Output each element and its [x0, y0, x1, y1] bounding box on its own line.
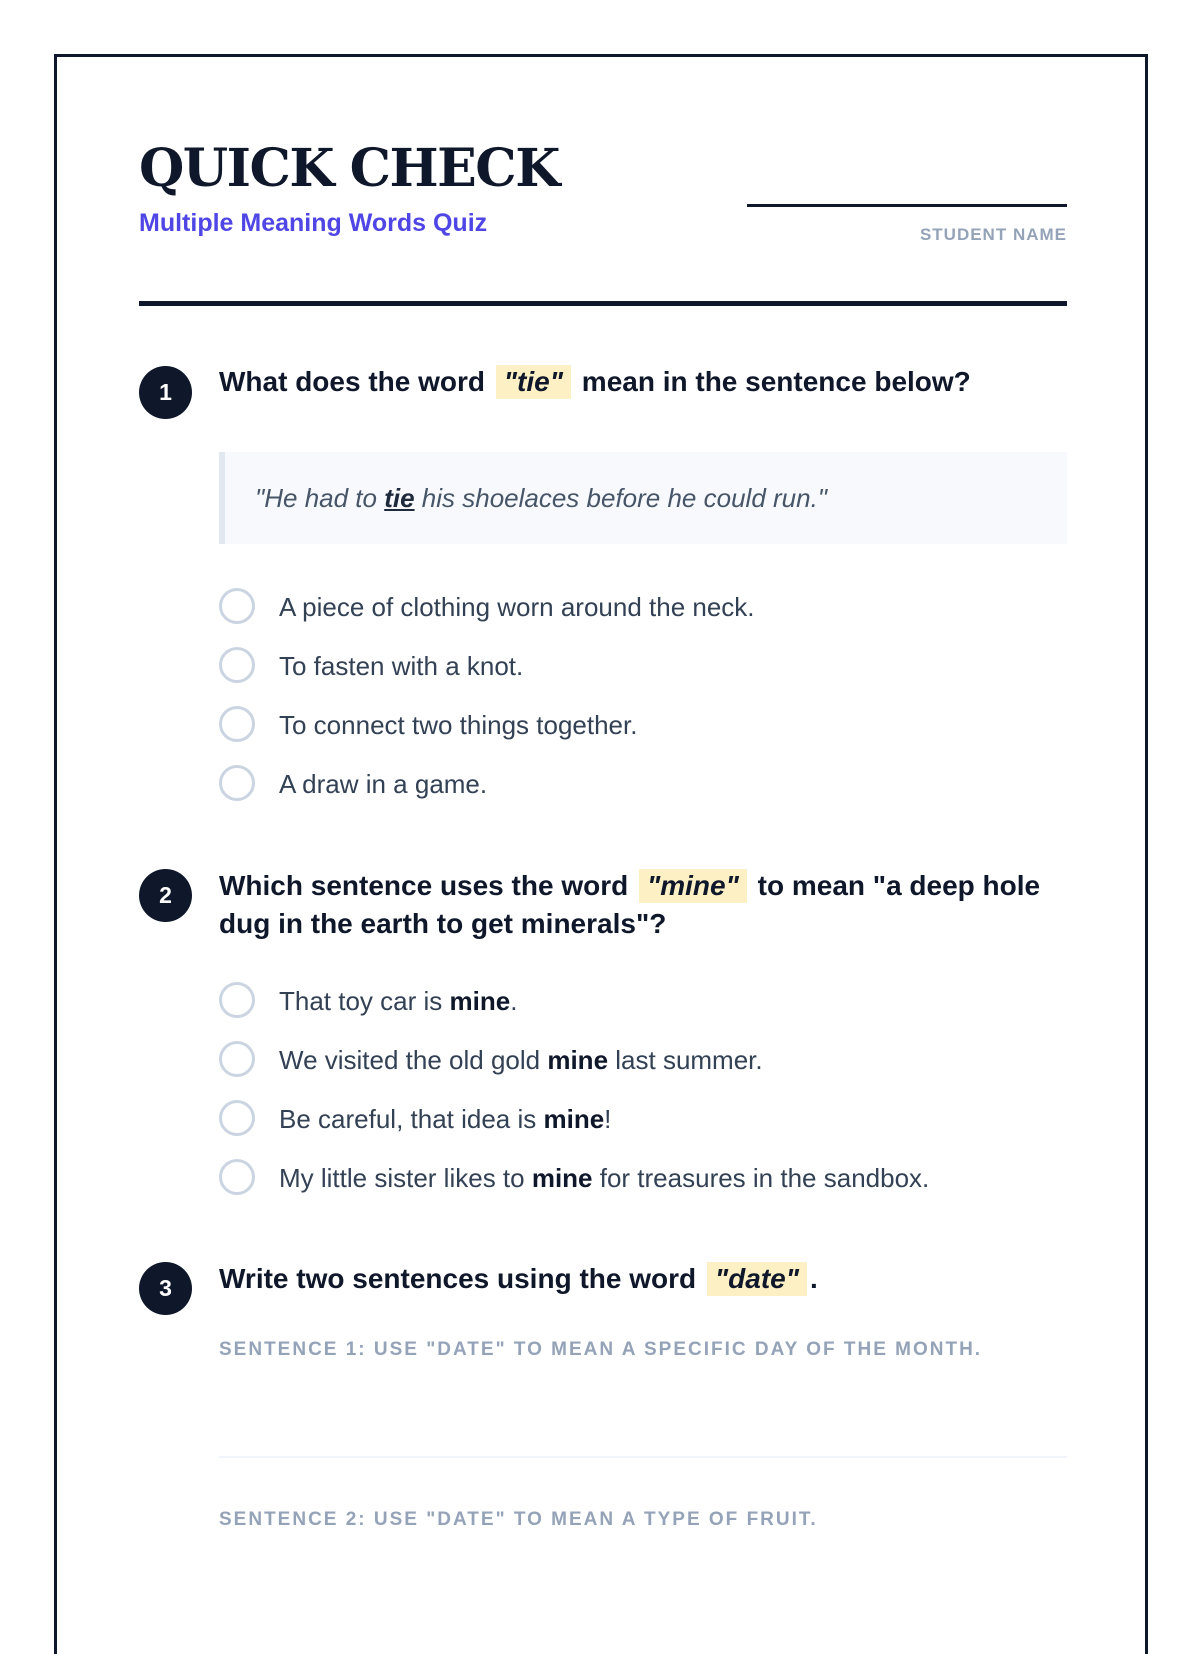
example-sentence-quote: [219, 452, 1067, 544]
question-1-text: [219, 363, 1067, 401]
sentence-2-prompt: SENTENCE 2: USE "DATE" TO MEAN A TYPE OF FRUIT.: [219, 1509, 818, 1530]
radio-button[interactable]: [219, 706, 255, 742]
quote-text-before: "He had to: [255, 483, 385, 513]
question-text-prefix: Write two sentences using the word: [219, 1263, 697, 1294]
answer-option-label: To fasten with a knot.: [279, 651, 524, 681]
radio-button[interactable]: [219, 765, 255, 801]
answer-option[interactable]: [219, 1100, 1067, 1140]
answer-option-label: That toy car is mine.: [279, 986, 518, 1016]
student-name-field[interactable]: [747, 204, 1067, 207]
question-number-badge: 1: [139, 366, 192, 419]
sentence-1-answer-line[interactable]: [219, 1456, 1067, 1458]
answer-option[interactable]: [219, 982, 1067, 1022]
quiz-sheet: [54, 54, 1148, 1654]
highlighted-word: "mine": [639, 869, 747, 903]
quote-target-word: tie: [384, 483, 415, 513]
answer-option-label: We visited the old gold mine last summer.: [279, 1045, 763, 1075]
page-subtitle: Multiple Meaning Words Quiz: [139, 209, 488, 237]
student-name-label: STUDENT NAME: [919, 225, 1067, 244]
question-text-suffix: .: [810, 1263, 818, 1294]
highlighted-word: "tie": [496, 365, 571, 399]
question-number-badge: 2: [139, 869, 192, 922]
radio-button[interactable]: [219, 1159, 255, 1195]
radio-button[interactable]: [219, 1041, 255, 1077]
page-title: QUICK CHECK: [139, 138, 559, 199]
radio-button[interactable]: [219, 588, 255, 624]
highlighted-word: "date": [707, 1262, 807, 1296]
radio-button[interactable]: [219, 647, 255, 683]
question-2-text: [219, 867, 1067, 943]
answer-option-label: Be careful, that idea is mine!: [279, 1104, 612, 1134]
radio-button[interactable]: [219, 1100, 255, 1136]
header-divider: [139, 301, 1067, 306]
answer-option[interactable]: [219, 765, 1067, 805]
answer-option-label: My little sister likes to mine for treasures in the sandbox.: [279, 1163, 930, 1193]
question-text-prefix: What does the word: [219, 366, 485, 397]
question-3-text: [219, 1260, 1067, 1298]
answer-option[interactable]: [219, 588, 1067, 628]
answer-option-label: A piece of clothing worn around the neck.: [279, 592, 755, 622]
answer-option[interactable]: [219, 706, 1067, 746]
answer-option[interactable]: [219, 1041, 1067, 1081]
answer-option[interactable]: [219, 1159, 1067, 1199]
question-number-badge: 3: [139, 1262, 192, 1315]
question-text-suffix: mean in the sentence below?: [581, 366, 971, 397]
answer-option-label: To connect two things together.: [279, 710, 638, 740]
answer-option-label: A draw in a game.: [279, 769, 488, 799]
radio-button[interactable]: [219, 982, 255, 1018]
answer-option[interactable]: [219, 647, 1067, 687]
question-text-prefix: Which sentence uses the word: [219, 870, 629, 901]
quote-text-after: his shoelaces before he could run.": [414, 483, 828, 513]
question-text-suffix: to mean "a deep hole dug in the earth to get minerals"?: [219, 870, 1041, 939]
sentence-1-prompt: SENTENCE 1: USE "DATE" TO MEAN A SPECIFIC DAY OF THE MONTH.: [219, 1339, 983, 1360]
